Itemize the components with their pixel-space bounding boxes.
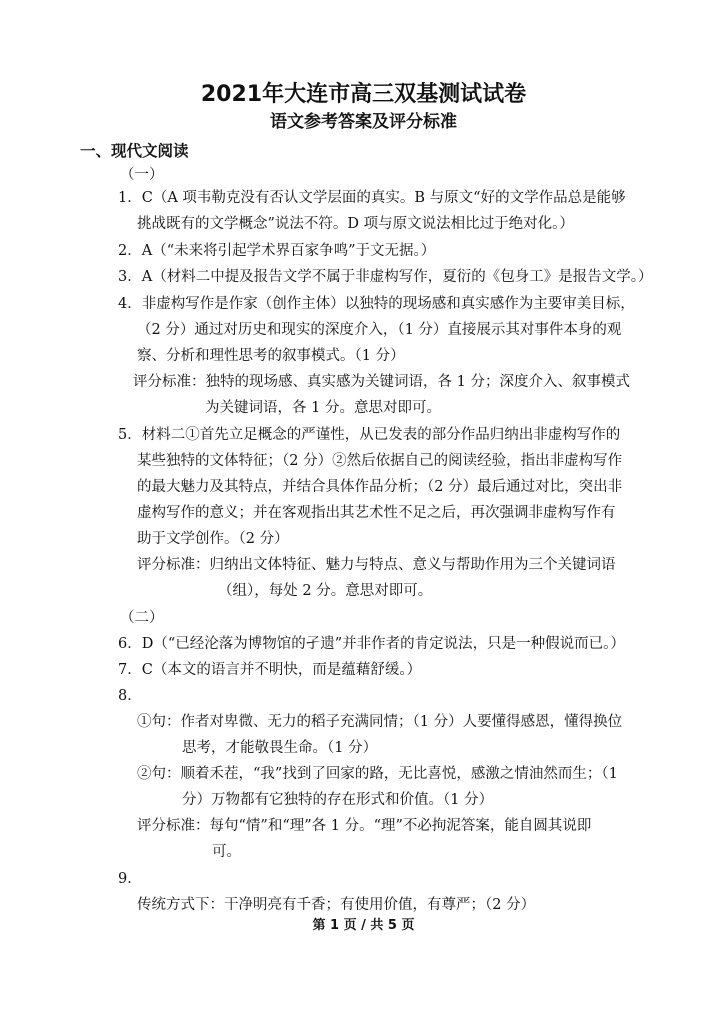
- section-heading-modern-reading: 一、现代文阅读: [80, 142, 189, 160]
- answer-5-line-1: 5．材料二①首先立足概念的严谨性，从已发表的部分作品归纳出非虚构写作的: [118, 427, 621, 443]
- page-footer: 第 1 页 / 共 5 页: [312, 918, 415, 933]
- answer-2: 2．A（“未来将引起学术界百家争鸣”于文无据。）: [118, 243, 436, 259]
- answer-1-line-1: 1．C（A 项韦勒克没有否认文学层面的真实。B 与原文“好的文学作品总是能够: [118, 190, 626, 206]
- answer-7: 7．C（本文的语言并不明快，而是蕴藉舒缓。）: [118, 662, 422, 678]
- page-subtitle: 语文参考答案及评分标准: [270, 112, 457, 132]
- answer-4-line-3: 察、分析和理性思考的叙事模式。（1 分）: [137, 348, 405, 364]
- answer-8-sentence-2-line-2: 分）万物都有它独特的存在形式和价值。（1 分）: [182, 792, 494, 808]
- answer-8-sentence-1-line-1: ①句：作者对卑微、无力的稻子充满同情；（1 分）人要懂得感恩，懂得换位: [137, 714, 623, 730]
- page-title: 2021年大连市高三双基测试试卷: [200, 82, 527, 107]
- answer-9-number: 9．: [118, 871, 142, 887]
- answer-5-line-4: 虚构写作的意义；并在客观指出其艺术性不足之后，再次强调非虚构写作有: [137, 505, 616, 521]
- answer-5-grading-2: （组），每处 2 分。意思对即可。: [218, 583, 433, 599]
- answer-6: 6．D（“已经沦落为博物馆的孑遗”并非作者的肯定说法，只是一种假说而已。）: [118, 636, 625, 652]
- answer-8-number: 8．: [118, 688, 142, 704]
- answer-5-line-5: 助于文学创作。（2 分）: [137, 531, 289, 547]
- answer-9-line-1: 传统方式下：干净明亮有千香；有使用价值，有尊严；（2 分）: [137, 897, 536, 913]
- answer-5-grading-1: 评分标准：归纳出文体特征、魅力与特点、意义与帮助作用为三个关键词语: [137, 557, 616, 573]
- answer-4-grading-1: 评分标准：独特的现场感、真实感为关键词语，各 1 分；深度介入、叙事模式: [133, 374, 630, 390]
- answer-5-line-2: 某些独特的文体特征；（2 分）②然后依据自己的阅读经验，指出非虚构写作: [137, 453, 623, 469]
- answer-4-grading-2: 为关键词语，各 1 分。意思对即可。: [205, 400, 441, 416]
- answer-1-line-2: 挑战既有的文学概念”说法不符。D 项与原文说法相比过于绝对化。）: [137, 216, 574, 232]
- answer-4-line-1: 4．非虚构写作是作家（创作主体）以独特的现场感和真实感作为主要审美目标，: [118, 296, 635, 312]
- answer-8-sentence-2-line-1: ②句：顺着禾茬，“我”找到了回家的路，无比喜悦，感激之情油然而生；（1: [137, 766, 618, 782]
- answer-8-sentence-1-line-2: 思考，才能敬畏生命。（1 分）: [182, 740, 378, 756]
- part-heading-1: （一）: [120, 167, 164, 183]
- answer-5-line-3: 的最大魅力及其特点，并结合具体作品分析；（2 分）最后通过对比，突出非: [137, 479, 623, 495]
- answer-8-grading-1: 评分标准：每句“情”和“理”各 1 分。“理”不必拘泥答案，能自圆其说即: [137, 818, 592, 834]
- answer-8-grading-2: 可。: [212, 844, 241, 860]
- answer-4-line-2: （2 分）通过对历史和现实的深度介入，（1 分）直接展示其对事件本身的观: [137, 322, 622, 338]
- answer-3: 3．A（材料二中提及报告文学不属于非虚构写作，夏衍的《包身工》是报告文学。）: [118, 269, 653, 285]
- part-heading-2: （二）: [120, 610, 164, 626]
